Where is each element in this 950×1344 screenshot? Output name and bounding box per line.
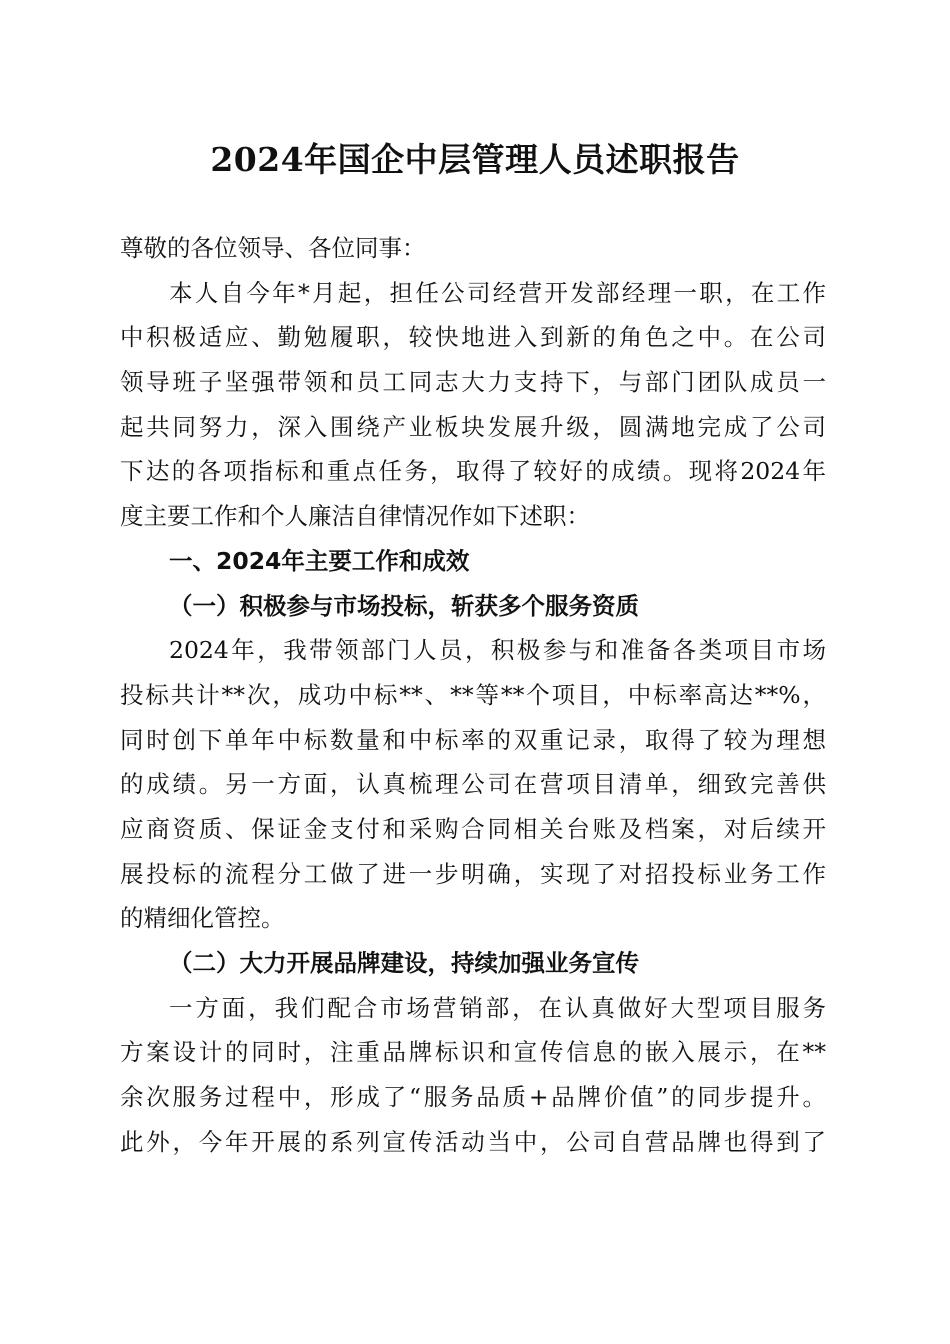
section-heading: 一、2024年主要工作和成效 (169, 546, 470, 575)
paragraph-line: 度主要工作和个人廉洁自律情况作如下述职： (120, 502, 590, 531)
document-body (120, 226, 826, 1164)
paragraph-line: 2024年，我带领部门人员，积极参与和准备各类项目市场 (169, 636, 826, 665)
paragraph-line: 投标共计**次，成功中标**、**等**个项目，中标率高达**%， (120, 680, 826, 709)
paragraph-line: 中积极适应、勤勉履职，较快地进入到新的角色之中。在公司 (120, 323, 826, 352)
subsection-heading: （二）大力开展品牌建设，持续加强业务宣传 (169, 949, 639, 977)
paragraph-line: 的成绩。另一方面，认真梳理公司在营项目清单，细致完善供 (120, 770, 826, 799)
paragraph-line: 余次服务过程中，形成了“服务品质+品牌价值”的同步提升。 (120, 1083, 826, 1112)
paragraph-line: 一方面，我们配合市场营销部，在认真做好大型项目服务 (169, 993, 826, 1022)
paragraph-line: 领导班子坚强带领和员工同志大力支持下，与部门团队成员一 (120, 368, 826, 397)
paragraph-line: 应商资质、保证金支付和采购合同相关台账及档案，对后续开 (120, 814, 826, 843)
paragraph-line: 此外，今年开展的系列宣传活动当中，公司自营品牌也得到了 (120, 1127, 826, 1156)
paragraph-line: 展投标的流程分工做了进一步明确，实现了对招投标业务工作 (120, 859, 826, 888)
paragraph-line: 起共同努力，深入围绕产业板块发展升级，圆满地完成了公司 (120, 412, 826, 441)
paragraph-line: 同时创下单年中标数量和中标率的双重记录，取得了较为理想 (120, 725, 826, 754)
paragraph-line: 的精细化管控。 (120, 904, 285, 933)
paragraph-line: 方案设计的同时，注重品牌标识和宣传信息的嵌入展示，在** (120, 1038, 826, 1067)
greeting-line: 尊敬的各位领导、各位同事： (120, 234, 426, 262)
document-title: 2024年国企中层管理人员述职报告 (210, 140, 740, 179)
subsection-heading: （一）积极参与市场投标，斩获多个服务资质 (169, 591, 639, 620)
paragraph-line: 本人自今年*月起，担任公司经营开发部经理一职，在工作 (169, 278, 826, 307)
paragraph-line: 下达的各项指标和重点任务，取得了较好的成绩。现将2024年 (120, 457, 826, 486)
